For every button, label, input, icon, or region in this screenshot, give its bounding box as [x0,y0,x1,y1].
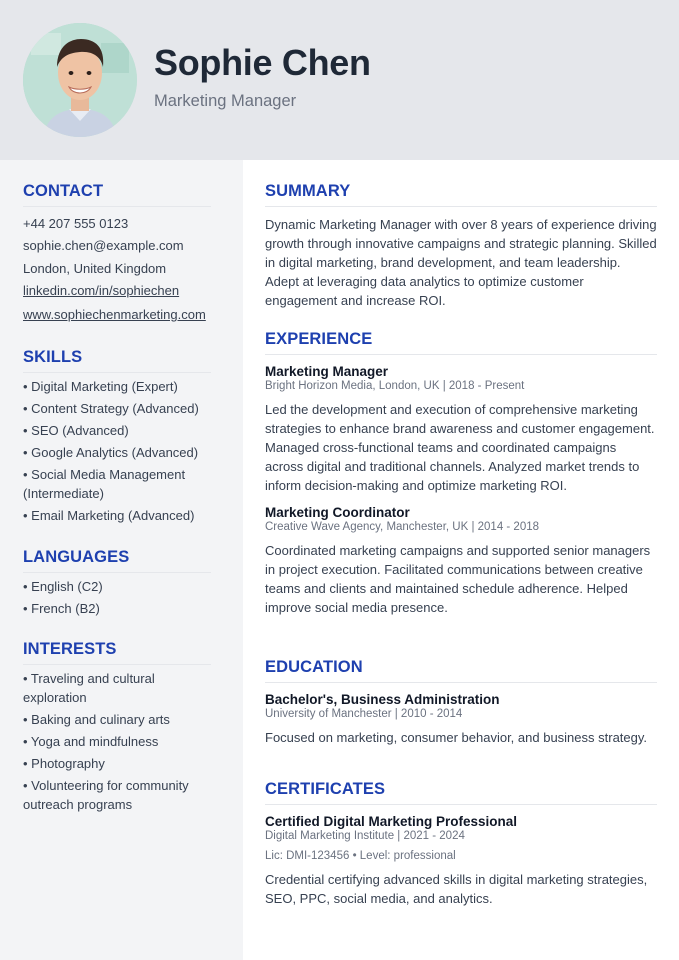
person-photo-icon [23,23,137,137]
contact-heading: CONTACT [23,182,211,207]
skill-item: • Content Strategy (Advanced) [23,401,199,416]
skill-item: • Digital Marketing (Expert) [23,379,178,394]
contact-website-link[interactable]: www.sophiechenmarketing.com [23,307,206,323]
interest-item: • Traveling and cultural exploration [23,671,155,705]
education-description: Focused on marketing, consumer behavior, and business strategy. [265,730,648,745]
skills-heading: SKILLS [23,348,211,373]
summary-section [265,182,657,310]
languages-section [23,548,211,618]
education-degree: Bachelor's, Business Administration [265,692,500,707]
language-item: • English (C2) [23,579,103,594]
experience-entry [265,364,657,495]
skill-item: • Google Analytics (Advanced) [23,445,199,460]
skill-item: • Email Marketing (Advanced) [23,508,195,523]
education-meta: University of Manchester | 2010 - 2014 [265,708,463,720]
skills-list [23,377,211,525]
skill-item: • SEO (Advanced) [23,423,129,438]
summary-text: Dynamic Marketing Manager with over 8 years of experience driving growth through innovative campaigns and strategic planning. Skilled in digital marketing, brand development, and team leadership. Adept at leveraging data analytics to optimize customer engagement and increase ROI. [265,217,657,308]
certificate-meta: Digital Marketing Institute | 2021 - 2024 [265,830,465,842]
interest-item: • Yoga and mindfulness [23,734,159,749]
education-entry [265,692,657,747]
candidate-title: Marketing Manager [154,92,297,110]
experience-description: Coordinated marketing campaigns and supported senior managers in project execution. Facilitated communications between creative teams and clients and maintained schedule adherence. Helped improve social media presence. [265,543,651,615]
resume-header [0,0,679,160]
contact-phone: +44 207 555 0123 [23,216,129,231]
experience-section [265,330,657,617]
interest-item: • Volunteering for community outreach programs [23,778,189,812]
experience-heading: EXPERIENCE [265,330,657,355]
experience-meta: Bright Horizon Media, London, UK | 2018 - Present [265,380,525,392]
experience-role: Marketing Manager [265,364,389,379]
interests-heading: INTERESTS [23,640,211,665]
contact-location: London, United Kingdom [23,260,167,276]
experience-role: Marketing Coordinator [265,505,410,520]
skill-item: • Social Media Management (Intermediate) [23,467,186,501]
skills-section [23,348,211,525]
languages-heading: LANGUAGES [23,548,211,573]
education-section [265,658,657,747]
interests-list [23,669,211,814]
contact-email: sophie.chen@example.com [23,238,184,254]
certificate-name: Certified Digital Marketing Professional [265,814,518,829]
interest-item: • Baking and culinary arts [23,712,170,727]
experience-meta: Creative Wave Agency, Manchester, UK | 2014 - 2018 [265,521,540,533]
certificate-license: Lic: DMI-123456 • Level: professional [265,850,456,862]
certificate-entry [265,814,657,908]
contact-section [23,182,211,326]
profile-photo [23,23,137,137]
certificates-heading: CERTIFICATES [265,780,657,805]
certificates-section [265,780,657,908]
education-heading: EDUCATION [265,658,657,683]
contact-linkedin-link[interactable]: linkedin.com/in/sophiechen [23,282,180,298]
experience-description: Led the development and execution of comprehensive marketing strategies to enhance brand awareness and customer engagement. Managed cross-functional teams and coordinated campaigns across digital and traditional channels. Analyzed market trends to inform decision-making and optimize marketing ROI. [265,402,655,493]
interest-item: • Photography [23,756,105,771]
interests-section [23,640,211,814]
candidate-name: Sophie Chen [154,42,371,83]
language-item: • French (B2) [23,601,100,616]
sidebar [0,160,243,960]
summary-heading: SUMMARY [265,182,657,207]
main-content [243,160,679,960]
contact-list [23,213,211,326]
certificate-description: Credential certifying advanced skills in digital marketing strategies, SEO, PPC, social media, and analytics. [265,872,648,906]
languages-list [23,577,211,618]
experience-entry [265,505,657,617]
